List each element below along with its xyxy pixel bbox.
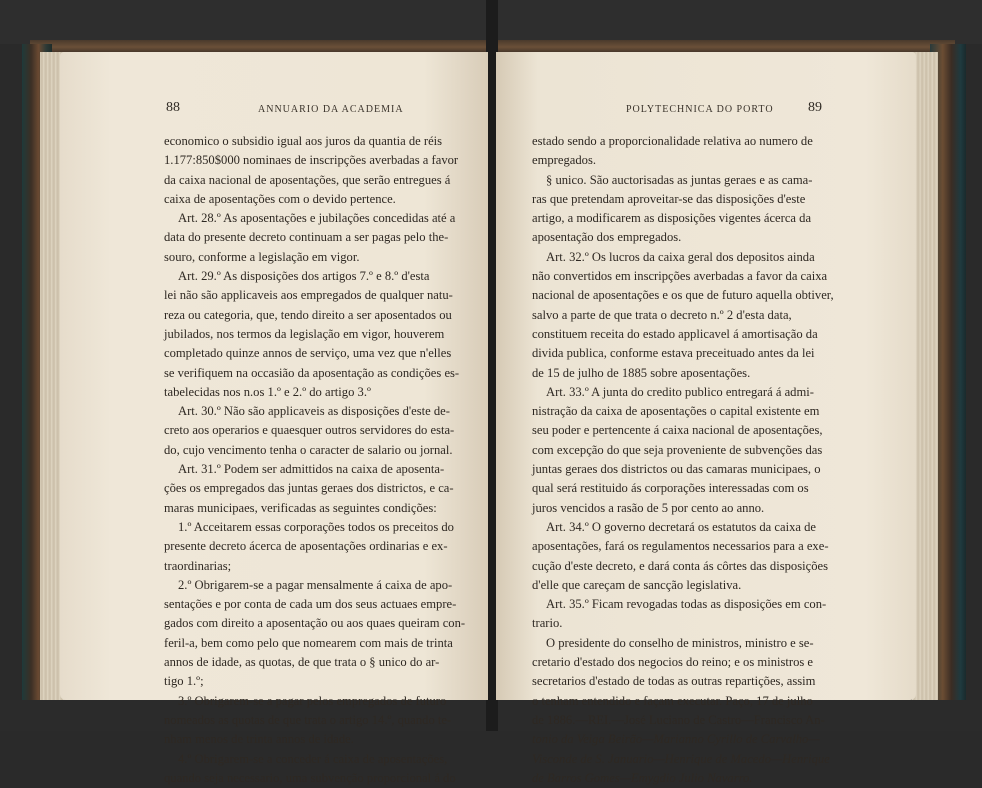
text-line: 1.º Acceitarem essas corporações todos os preceitos do	[178, 519, 454, 534]
left-running-head: ANNUARIO DA ACADEMIA	[258, 104, 404, 115]
text-line: O presidente do conselho de ministros, ministro e se-	[546, 635, 814, 650]
text-line: quando seja necessario, uma subvenção proporcional á do	[164, 770, 456, 785]
text-line: souro, conforme a legislação em vigor.	[164, 249, 360, 264]
text-line: com excepção do que seja proveniente de subvenções das	[532, 442, 823, 457]
text-line: Art. 33.º A junta do credito publico entregará á admi-	[546, 384, 814, 399]
text-line: do, cujo vencimento tenha o caracter de salario ou jornal.	[164, 442, 453, 457]
text-line: Art. 34.º O governo decretará os estatutos da caixa de	[546, 519, 817, 534]
text-line: 2.º Obrigarem-se a pagar mensalmente á caixa de apo-	[178, 577, 453, 592]
text-line: artigo, a modificarem as disposições vigentes ácerca da	[532, 211, 812, 226]
text-line: estado sendo a proporcionalidade relativa ao numero de	[532, 134, 813, 148]
text-line: cretario d'estado dos negocios do reino; e os ministros e	[532, 655, 814, 670]
text-line: ções os empregados das juntas geraes dos districtos, e ca-	[164, 481, 454, 496]
text-line: tabelecidas nos n.os 1.º e 2.º do artigo 3.º	[164, 384, 371, 399]
text-line: reza ou categoria, que, tendo direito a ser aposentados ou	[164, 307, 452, 322]
text-line: constituem receita do estado applicavel á amortisação da	[532, 326, 818, 341]
text-line: o tenham entendido e façam executar. Paço, 17 de julho	[532, 693, 813, 708]
text-line: 4.º Obrigarem-se a conceder á caixa de aposentações,	[178, 751, 448, 766]
text-line: 3.º Obrigarem-se a pagar pelos empregados de futuro	[178, 693, 447, 708]
text-line: tigo 1.º;	[164, 674, 204, 689]
left-page-number: 88	[166, 100, 180, 115]
text-line: Art. 32.º Os lucros da caixa geral dos depositos ainda	[546, 249, 815, 264]
text-line: aposentações, fará os regulamentos necessarios para a exe-	[532, 539, 829, 554]
text-line: nham menos de trinta annos de idade.	[164, 732, 354, 747]
text-line: não convertidos em inscripções averbadas a favor da caixa	[532, 269, 828, 284]
text-line: da caixa nacional de aposentações, que serão entregues á	[164, 172, 451, 187]
text-line: 1.177:850$000 nominaes de inscripções averbadas a favor	[164, 153, 459, 168]
text-line: juntas geraes dos districtos ou das camaras municipaes, o	[532, 462, 821, 477]
text-line: data do presente decreto continuam a ser pagas pelo the-	[164, 230, 449, 245]
text-line: qual será restituido ás corporações interessadas com os	[532, 481, 809, 496]
text-line: ras que pretendam aproveitar-se das disposições d'este	[532, 191, 806, 206]
text-line: d'elle que careçam de sancção legislativa.	[532, 577, 742, 592]
text-line: aposentação dos empregados.	[532, 230, 682, 245]
text-line: maras municipaes, verificadas as seguintes condições:	[164, 500, 437, 515]
text-line: nacional de aposentações e os que de futuro aquella obtiver,	[532, 288, 834, 303]
text-line: creto aos operarios e quaesquer outros servidores do esta-	[164, 423, 455, 438]
text-line: Art. 30.º Não são applicaveis as disposições d'este de-	[178, 404, 450, 419]
text-line: presente decreto ácerca de aposentações ordinarias e ex-	[164, 539, 448, 554]
text-line: traordinarias;	[164, 558, 232, 573]
text-line: juros vencidos a rasão de 5 por cento ao anno.	[532, 500, 765, 515]
text-line: secretarios d'estado de todas as outras repartições, assim	[532, 674, 816, 689]
text-line: salvo a parte de que trata o decreto n.º 2 d'esta data,	[532, 307, 792, 322]
text-line: de 1886.—REI.—José Luciano de Castro—Francisco An-	[532, 712, 825, 727]
text-line: divida publica, conforme estava preceituado antes da lei	[532, 346, 815, 361]
right-running-head: POLYTECHNICA DO PORTO	[626, 104, 774, 115]
text-line: tonio da Veiga Beirão—Marianno Cyrillo de Carvalho—	[532, 732, 820, 747]
text-line: jubilados, nos termos da legislação em vigor, houverem	[164, 326, 445, 341]
text-line: cução d'este decreto, e dará conta ás côrtes das disposições	[532, 558, 828, 573]
text-line: seu poder e pertencente á caixa nacional de aposentações,	[532, 423, 823, 438]
text-line: nomeados as quotas de que trata o artigo 14.º, quando te-	[164, 712, 452, 727]
text-line: trario.	[532, 616, 563, 631]
text-line: empregados.	[532, 153, 596, 168]
text-line: sentações e por conta de cada um dos seus actuaes empre-	[164, 597, 457, 612]
text-line: nistração da caixa de aposentações o capital existente em	[532, 404, 820, 419]
text-line: Art. 28.º As aposentações e jubilações concedidas até a	[178, 211, 456, 226]
text-line: Visconde de S. Januario—Henrique de Macedo—Henrique	[532, 751, 830, 766]
text-line: lei não são applicaveis aos empregados de qualquer natu-	[164, 288, 453, 303]
text-line: feril-a, bem como pelo que nomearem com mais de trinta	[164, 635, 453, 650]
text-line: de 15 de julho de 1885 sobre aposentações.	[532, 365, 751, 380]
text-line: Art. 35.º Ficam revogadas todas as disposições em con-	[546, 597, 827, 612]
text-line: de Barros Gomes—Emygdio Julio Navarro.	[532, 770, 753, 785]
text-line: § unico. São auctorisadas as juntas geraes e as cama-	[546, 172, 813, 187]
text-line: completado quinze annos de serviço, uma vez que n'elles	[164, 346, 452, 361]
text-line: se verifiquem na occasião da aposentação as condições es-	[164, 365, 460, 380]
text-line: gados com direito a aposentação ou aos quaes queiram con-	[164, 616, 466, 631]
text-line: annos de idade, as quotas, de que trata o § unico do ar-	[164, 655, 440, 670]
text-line: economico o subsidio igual aos juros da quantia de réis	[164, 134, 443, 148]
text-line: Art. 31.º Podem ser admittidos na caixa de aposenta-	[178, 462, 445, 477]
right-page-number: 89	[808, 100, 822, 115]
text-line: Art. 29.º As disposições dos artigos 7.º e 8.º d'esta	[178, 269, 430, 284]
text-line: caixa de aposentações com o devido pertence.	[164, 191, 396, 206]
right-page-text	[532, 132, 832, 788]
left-page-text	[164, 132, 466, 788]
